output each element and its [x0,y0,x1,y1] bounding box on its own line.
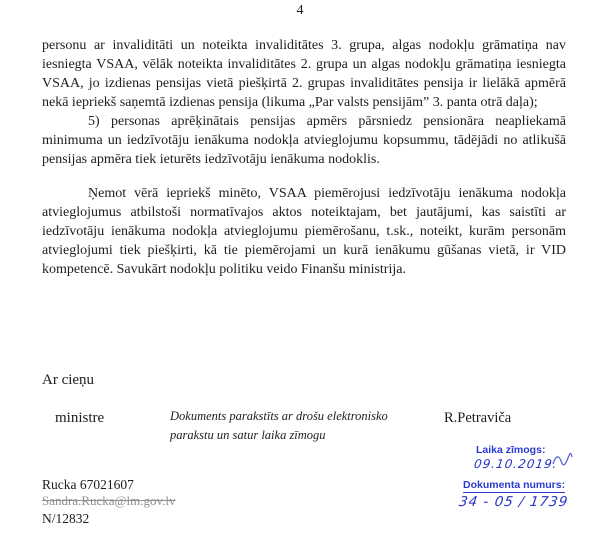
document-body [42,36,566,279]
signer-name: R.Petraviča [444,410,512,426]
paragraph-continuation: personu ar invaliditāti un noteikta invaliditātes 3. grupa, algas nodokļu grāmatiņa nav iesniegta VSAA, vēlāk noteikta invaliditātes 2. grupa un algas nodokļu grāmatiņa iesniegta VSAA, jo izdienas pensijas vietā piešķirtā 2. grupas invaliditātes pensija ir lielākā apmērā nekā iepriekš saņemtā izdienas pensija (likuma „Par valsts pensijām” 3. panta otrā daļa); [42,38,566,110]
page-number: 4 [296,3,304,18]
contact-name-phone: Rucka 67021607 [42,477,134,492]
document-number-label: Dokumenta numurs: [463,479,566,491]
document-reference: N/12832 [42,511,90,526]
contact-email-link[interactable]: Sandra.Rucka@lm.gov.lv [42,493,176,508]
paragraph-conclusion: Ņemot vērā iepriekš minēto, VSAA piemērojusi iedzīvotāju ienākuma nodokļa atvieglojumus atbilstoši normatīvajos aktos noteiktajam, bet jautājumi, kas saistīti ar iedzīvotāju ienākuma nodokļa atvieglojumu piemērošanu, t.sk., noteikt, kurām personām atvieglojumi tiek piešķirti, kā tie piemērojami un kurā ienākumu gūšanas vietā, ir VID kompetencē. Savukārt nodokļu politiku veido Finanšu ministrija. [42,186,566,277]
closing-salutation: Ar cieņu [42,372,95,388]
time-stamp-label: Laika zīmogs: [476,444,546,456]
ink-mark-icon [551,452,573,473]
electronic-signature-note: Dokuments parakstīts ar drošu elektronisko parakstu un satur laika zīmogu [170,409,388,442]
time-stamp-value: 09.10.2019. [473,457,559,471]
signer-role: ministre [55,410,105,426]
paragraph-item-5: 5) personas aprēķinātais pensijas apmērs pārsniedz pensionāra neapliekamā minimuma un iedzīvotāju ienākuma nodokļa atvieglojumu kopsummu, tādējādi no atlikušā pensijas apmēra tiek ieturēts iedzīvotāju ienākuma nodoklis. [42,114,566,167]
document-number-value: 34 - 05 / 1739 [457,494,570,510]
